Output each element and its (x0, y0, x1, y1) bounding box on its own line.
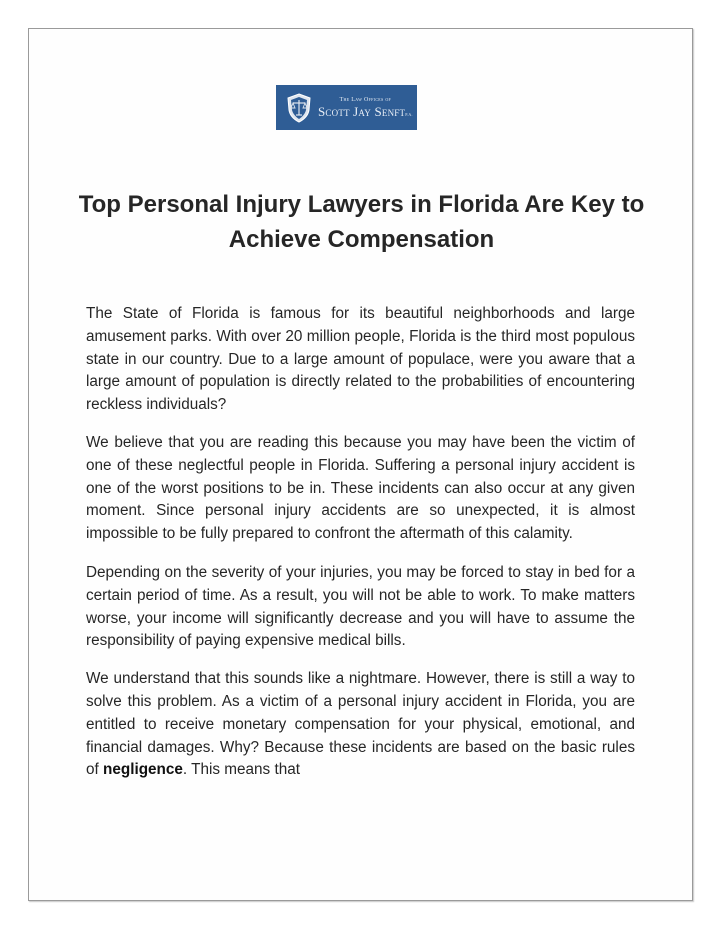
paragraph-4 (86, 668, 635, 782)
paragraph-3: Depending on the severity of your injuries, you may be forced to stay in bed for a certain period of time. As a result, you will not be able to work. To make matters worse, your income will significantly decrease and you will have to assume the responsibility of paying expensive medical bills. (86, 563, 635, 650)
logo-firm-name: Scott Jay SenftP.A. (318, 104, 413, 119)
logo-subtitle: The Law Offices of (339, 97, 392, 103)
paragraph-2: We believe that you are reading this because you may have been the victim of one of these neglectful people in Florida. Suffering a personal injury accident is one of the worst positions to be in. These incidents can also occur at any given moment. Since personal injury accidents are so unexpected, it is almost impossible to be fully prepared to confront the aftermath of this calamity. (86, 433, 635, 543)
law-office-logo (276, 85, 417, 130)
logo-text (318, 97, 413, 118)
logo-suffix: P.A. (405, 112, 413, 117)
document-title: Top Personal Injury Lawyers in Florida Are Key to Achieve Compensation (78, 191, 645, 253)
document-body (86, 303, 635, 797)
paragraph-4-text: We understand that this sounds like a nightmare. However, there is still a way to solve this problem. As a victim of a personal injury accident in Florida, you are entitled to receive monetary compensation for your physical, emotional, and financial damages. Why? Because these incidents are based on the basic rules of (86, 670, 635, 779)
paragraph-4-text-after: . This means that (182, 761, 300, 779)
document-page (28, 28, 693, 901)
paragraph-1: The State of Florida is famous for its beautiful neighborhoods and large amusement parks. With over 20 million people, Florida is the third most populous state in our country. Due to a large amount of populace, were you aware that a large amount of population is directly related to the probabilities of encountering reckless individuals? (86, 305, 635, 414)
negligence-term: negligence (103, 761, 183, 779)
scales-of-justice-shield-icon (286, 93, 312, 123)
